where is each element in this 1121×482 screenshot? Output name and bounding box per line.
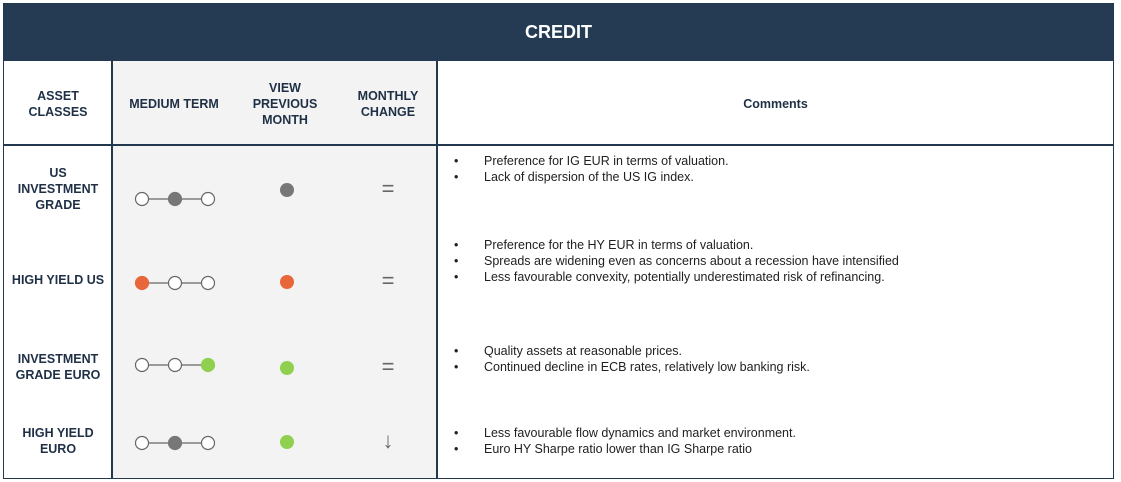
header-monthly-change: MONTHLY CHANGE: [357, 89, 419, 119]
comment-item: • Spreads are widening even as concerns about a recession have intensified: [454, 253, 899, 269]
scale-position-selected: [136, 277, 149, 290]
table-title: CREDIT: [4, 4, 1113, 61]
header-divider: [4, 144, 1113, 146]
previous-view-dot: [280, 361, 294, 375]
comment-item: • Euro HY Sharpe ratio lower than IG Sharpe ratio: [454, 441, 796, 457]
scale-position: [202, 437, 215, 450]
medium-term-scale: [132, 273, 218, 293]
comments-list: [454, 153, 729, 185]
header-medium-term: MEDIUM TERM: [129, 97, 219, 111]
header-view-previous-month: VIEW PREVIOUS MONTH: [252, 81, 318, 127]
asset-us-investment-grade: US INVESTMENT GRADE: [17, 166, 99, 212]
asset-high-yield-us: HIGH YIELD US: [11, 273, 105, 287]
scale-position: [136, 437, 149, 450]
previous-view-dot: [280, 275, 294, 289]
comment-item: • Less favourable convexity, potentially underestimated risk of refinancing.: [454, 269, 899, 285]
medium-term-scale: [132, 433, 218, 453]
credit-table: [3, 3, 1114, 479]
medium-term-scale: [132, 189, 218, 209]
scale-position: [136, 359, 149, 372]
scale-position: [136, 193, 149, 206]
asset-high-yield-euro: HIGH YIELD EURO: [22, 426, 94, 456]
asset-investment-grade-euro: INVESTMENT GRADE EURO: [15, 352, 101, 382]
header-comments: Comments: [743, 97, 808, 111]
scale-position: [169, 277, 182, 290]
medium-term-scale: [132, 355, 218, 375]
comment-item: • Quality assets at reasonable prices.: [454, 343, 810, 359]
header-asset-classes: ASSET CLASSES: [28, 89, 88, 119]
previous-view-dot: [280, 183, 294, 197]
monthly-change-indicator: ↓: [382, 428, 394, 453]
scale-position-selected: [169, 437, 182, 450]
scale-position: [169, 359, 182, 372]
comments-list: [454, 237, 899, 285]
comments-list: [454, 425, 796, 457]
scale-position-selected: [169, 193, 182, 206]
comment-item: • Preference for IG EUR in terms of valuation.: [454, 153, 729, 169]
scale-position: [202, 277, 215, 290]
scale-position-selected: [202, 359, 215, 372]
comment-item: • Continued decline in ECB rates, relatively low banking risk.: [454, 359, 810, 375]
comment-item: • Preference for the HY EUR in terms of valuation.: [454, 237, 899, 253]
comments-list: [454, 343, 810, 375]
comment-item: • Less favourable flow dynamics and market environment.: [454, 425, 796, 441]
scale-position: [202, 193, 215, 206]
comment-item: • Lack of dispersion of the US IG index.: [454, 169, 729, 185]
monthly-change-indicator: =: [381, 354, 395, 379]
previous-view-dot: [280, 435, 294, 449]
monthly-change-indicator: =: [381, 268, 395, 293]
monthly-change-indicator: =: [381, 176, 395, 201]
